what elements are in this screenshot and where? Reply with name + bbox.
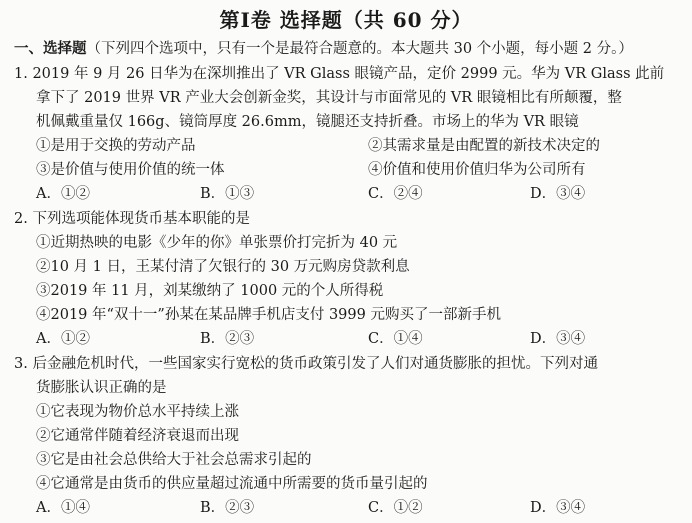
q2-statement-4: ④2019 年“双十一”孙某在某品牌手机店支付 3999 元购买了一部新手机: [36, 307, 501, 323]
section-label: 一、选择题: [14, 40, 87, 57]
q2-choice-d: D．③④: [530, 331, 586, 347]
q2-statement-2: ②10 月 1 日，王某付清了欠银行的 30 万元购房贷款利息: [36, 259, 410, 275]
q2-statement-3: ③2019 年 11 月，刘某缴纳了 1000 元的个人所得税: [36, 283, 384, 299]
question-2-number: 2.: [14, 211, 28, 227]
q1-choice-d: D．③④: [530, 186, 586, 202]
question-1-line-3: 机佩戴重量仅 166g、镜筒厚度 26.6mm，镜腿还支持折叠。市场上的华为 VR 眼镜: [36, 114, 579, 130]
q3-statement-2: ②它通常伴随着经济衰退而出现: [36, 428, 239, 444]
q1-choice-a: A．①②: [36, 186, 90, 202]
q1-choice-b: B．①③: [200, 186, 255, 202]
q3-choice-d: D．③④: [530, 500, 586, 516]
question-3-line-1: [14, 354, 598, 374]
q2-choice-a: A．①②: [36, 331, 90, 347]
q1-statement-4: ④价值和使用价值归华为公司所有: [368, 162, 586, 178]
q1-statement-3: ③是价值与使用价值的统一体: [36, 162, 225, 178]
question-2-line-1: [14, 209, 250, 229]
q3-choice-b: B．②③: [200, 500, 255, 516]
question-1-line-2: 拿下了 2019 世界 VR 产业大会创新金奖，其设计与市面常见的 VR 眼镜相比有所颠覆，整: [36, 90, 622, 106]
q3-statement-4: ④它通常是由货币的供应量超过流通中所需要的货币量引起的: [36, 476, 428, 492]
q3-statement-3: ③它是由社会总供给大于社会总需求引起的: [36, 452, 312, 468]
q3-choice-a: A．①④: [36, 500, 90, 516]
q1-statement-2: ②其需求量是由配置的新技术决定的: [368, 138, 600, 154]
question-2-text-1: 下列选项能体现货币基本职能的是: [32, 211, 250, 227]
q2-choice-c: C．①④: [368, 331, 423, 347]
section-instruction: （下列四个选项中，只有一个是最符合题意的。本大题共 30 个小题，每小题 2 分。）: [86, 41, 633, 57]
page-title: 第Ⅰ卷 选择题（共 60 分）: [219, 8, 473, 32]
q3-statement-1: ①它表现为物价总水平持续上涨: [36, 404, 239, 420]
q1-statement-1: ①是用于交换的劳动产品: [36, 138, 196, 154]
question-3-text-1: 后金融危机时代，一些国家实行宽松的货币政策引发了人们对通货膨胀的担忧。下列对通: [32, 356, 598, 372]
question-1-line-1: [14, 64, 664, 84]
question-3-line-2: 货膨胀认识正确的是: [36, 380, 167, 396]
section-heading: [14, 39, 633, 59]
question-1-number: 1.: [14, 66, 28, 82]
q2-statement-1: ①近期热映的电影《少年的你》单张票价打完折为 40 元: [36, 235, 398, 251]
q3-choice-c: C．①②: [368, 500, 423, 516]
q1-choice-c: C．②④: [368, 186, 423, 202]
q2-choice-b: B．②③: [200, 331, 255, 347]
question-3-number: 3.: [14, 356, 28, 372]
question-1-text-1: 2019 年 9 月 26 日华为在深圳推出了 VR Glass 眼镜产品，定价 2999 元。华为 VR Glass 此前: [32, 66, 665, 82]
